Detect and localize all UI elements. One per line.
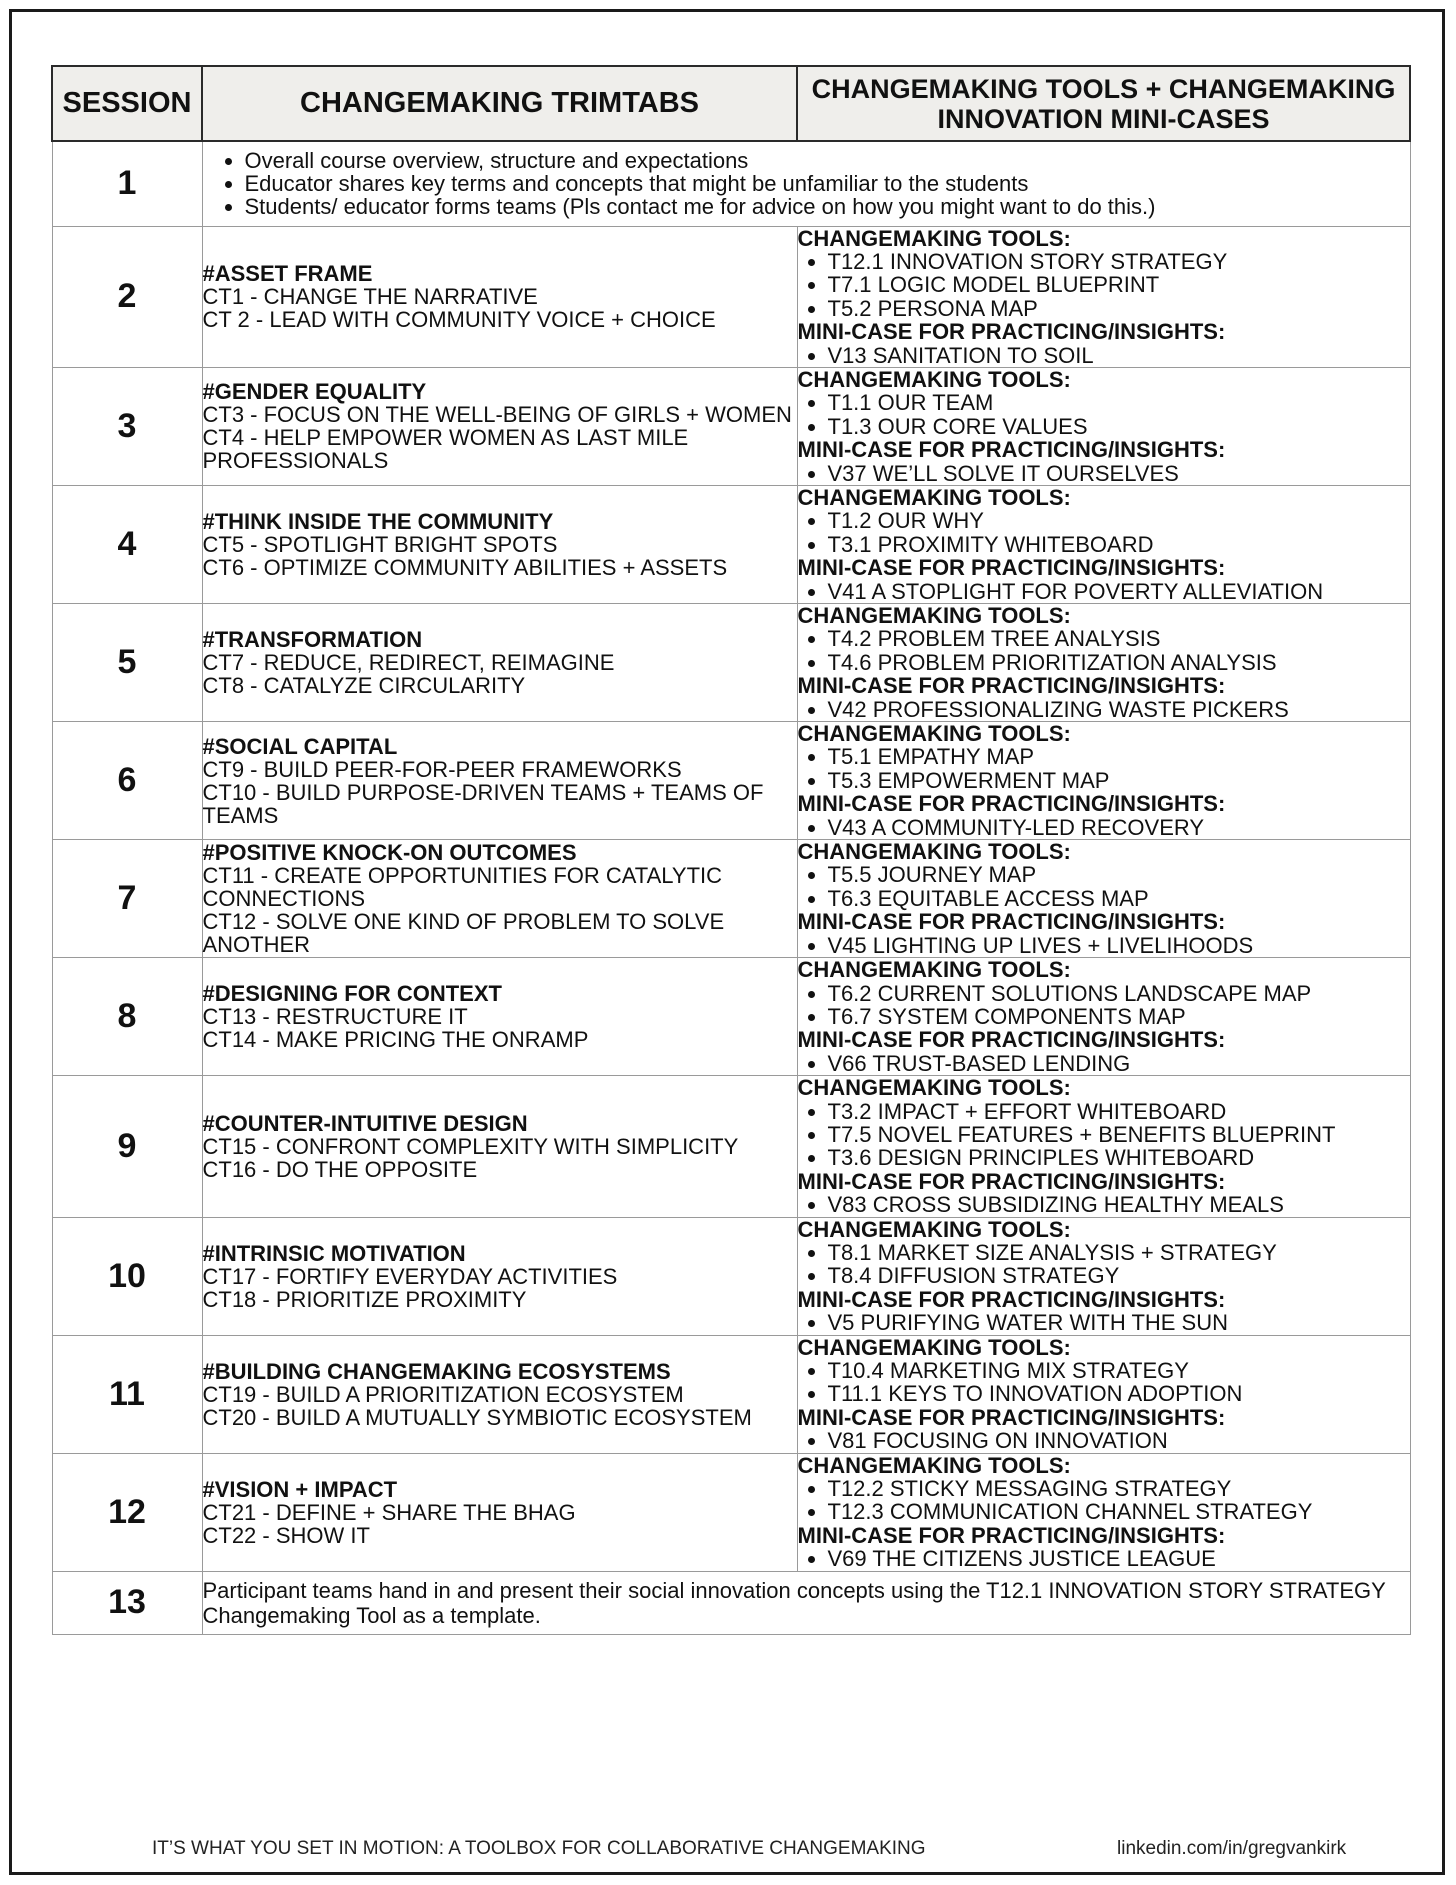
trimtab-cell [202,1335,797,1453]
tools-cell [797,604,1410,722]
tool-item: • T3.6 DESIGN PRINCIPLES WHITEBOARD [828,1146,1410,1169]
tools-cell [797,840,1410,958]
trimtab-line: CT16 - DO THE OPPOSITE [202,1156,478,1182]
session-number: 6 [52,722,202,840]
session-1-overview [202,141,1410,226]
trimtab-title: #TRANSFORMATION [202,627,423,653]
tools-list [798,391,1410,438]
minicase-item: • V83 CROSS SUBSIDIZING HEALTHY MEALS [828,1193,1410,1216]
session-row-11 [52,1335,1410,1453]
tools-label: CHANGEMAKING TOOLS: [797,1216,1071,1242]
tools-cell [797,1453,1410,1571]
trimtab-line: PROFESSIONALS [202,448,389,474]
trimtab-cell [202,840,797,958]
session-row-3 [52,367,1410,485]
session-number: 7 [52,840,202,958]
tool-item: • T11.1 KEYS TO INNOVATION ADOPTION [828,1382,1410,1405]
trimtab-title: #GENDER EQUALITY [202,379,427,405]
tools-list [798,982,1410,1029]
trimtab-title: #BUILDING CHANGEMAKING ECOSYSTEMS [202,1358,671,1384]
tools-cell [797,1335,1410,1453]
tool-item: • T1.2 OUR WHY [828,509,1410,532]
minicase-item: • V13 SANITATION TO SOIL [828,344,1410,367]
minicase-label: MINI-CASE FOR PRACTICING/INSIGHTS: [797,791,1226,817]
tool-item: • T8.1 MARKET SIZE ANALYSIS + STRATEGY [828,1241,1410,1264]
trimtab-line: CT1 - CHANGE THE NARRATIVE [202,284,538,310]
session-row-6 [52,722,1410,840]
minicase-item: • V42 PROFESSIONALIZING WASTE PICKERS [828,698,1410,721]
minicase-list [798,344,1410,367]
overview-item: • Educator shares key terms and concepts that might be unfamiliar to the students [245,172,1410,195]
trimtab-line: CT3 - FOCUS ON THE WELL-BEING OF GIRLS + WOMEN [202,402,792,428]
trimtab-line: CT11 - CREATE OPPORTUNITIES FOR CATALYTIC [202,863,723,889]
tools-label: CHANGEMAKING TOOLS: [797,366,1071,392]
session-row-2 [52,226,1410,367]
header-trimtabs: CHANGEMAKING TRIMTABS [202,66,797,141]
trimtab-line: CT19 - BUILD A PRIORITIZATION ECOSYSTEM [202,1381,684,1407]
minicase-list [798,698,1410,721]
tools-cell [797,958,1410,1076]
tools-label: CHANGEMAKING TOOLS: [797,839,1071,865]
minicase-label: MINI-CASE FOR PRACTICING/INSIGHTS: [797,319,1226,345]
minicase-list [798,1193,1410,1216]
trimtab-title: #SOCIAL CAPITAL [202,733,398,759]
minicase-list [798,1429,1410,1452]
tools-label: CHANGEMAKING TOOLS: [797,603,1071,628]
minicase-list [798,816,1410,839]
tools-label: CHANGEMAKING TOOLS: [797,484,1071,510]
minicase-item: • V81 FOCUSING ON INNOVATION [828,1429,1410,1452]
minicase-list [798,462,1410,485]
tool-item: • T12.2 STICKY MESSAGING STRATEGY [828,1477,1410,1500]
tools-list [798,1100,1410,1170]
session-number: 2 [52,226,202,367]
tool-item: • T3.2 IMPACT + EFFORT WHITEBOARD [828,1100,1410,1123]
minicase-label: MINI-CASE FOR PRACTICING/INSIGHTS: [797,1522,1226,1548]
header-row [52,66,1410,141]
tool-item: • T5.3 EMPOWERMENT MAP [828,769,1410,792]
tools-list [798,1241,1410,1288]
minicase-list [798,1547,1410,1570]
tool-item: • T7.5 NOVEL FEATURES + BENEFITS BLUEPRINT [828,1123,1410,1146]
minicase-item: • V41 A STOPLIGHT FOR POVERTY ALLEVIATION [828,580,1410,603]
session-number: 3 [52,367,202,485]
minicase-item: • V45 LIGHTING UP LIVES + LIVELIHOODS [828,934,1410,957]
trimtab-line: CT15 - CONFRONT COMPLEXITY WITH SIMPLICITY [202,1133,739,1159]
tools-list [798,863,1410,910]
minicase-label: MINI-CASE FOR PRACTICING/INSIGHTS: [797,1168,1226,1194]
overview-list [203,149,1410,218]
trimtab-line: CT17 - FORTIFY EVERYDAY ACTIVITIES [202,1263,618,1289]
tools-list [798,627,1410,674]
tools-list [798,1477,1410,1524]
trimtab-line: CT12 - SOLVE ONE KIND OF PROBLEM TO SOLVE [202,909,725,935]
trimtab-line: CT4 - HELP EMPOWER WOMEN AS LAST MILE [202,425,689,451]
trimtab-line: CT22 - SHOW IT [202,1522,370,1548]
trimtab-title: #VISION + IMPACT [202,1476,398,1502]
trimtab-line: ANOTHER [202,932,311,958]
minicase-label: MINI-CASE FOR PRACTICING/INSIGHTS: [797,1286,1226,1312]
tools-cell [797,226,1410,367]
session-number: 10 [52,1217,202,1335]
session-number: 4 [52,485,202,603]
tools-cell [797,367,1410,485]
header-tools: CHANGEMAKING TOOLS + CHANGEMAKING INNOVATION MINI-CASES [797,66,1410,141]
tool-item: • T3.1 PROXIMITY WHITEBOARD [828,533,1410,556]
tools-label: CHANGEMAKING TOOLS: [797,1452,1071,1478]
trimtab-line: CT21 - DEFINE + SHARE THE BHAG [202,1499,576,1525]
tools-cell [797,1217,1410,1335]
trimtab-line: CT8 - CATALYZE CIRCULARITY [202,673,526,699]
tool-item: • T5.2 PERSONA MAP [828,297,1410,320]
minicase-list [798,934,1410,957]
session-row-1 [52,141,1410,226]
session-13-text: Participant teams hand in and present their social innovation concepts using the T12.1 INNOVATION STORY STRATEGY Changemaking Tool as a template. [202,1571,1410,1634]
trimtab-line: TEAMS [202,802,279,828]
trimtab-cell [202,1453,797,1571]
trimtab-title: #ASSET FRAME [202,261,373,287]
trimtab-line: CT14 - MAKE PRICING THE ONRAMP [202,1027,589,1053]
trimtab-line: CT13 - RESTRUCTURE IT [202,1004,468,1030]
trimtab-line: CT7 - REDUCE, REDIRECT, REIMAGINE [202,650,615,676]
tool-item: • T6.3 EQUITABLE ACCESS MAP [828,887,1410,910]
tool-item: • T5.1 EMPATHY MAP [828,745,1410,768]
tool-item: • T5.5 JOURNEY MAP [828,863,1410,886]
session-row-4 [52,485,1410,603]
tools-label: CHANGEMAKING TOOLS: [797,957,1071,983]
trimtab-line: CT6 - OPTIMIZE COMMUNITY ABILITIES + ASSETS [202,554,728,580]
trimtab-cell [202,485,797,603]
minicase-item: • V43 A COMMUNITY-LED RECOVERY [828,816,1410,839]
session-row-8 [52,958,1410,1076]
session-row-10 [52,1217,1410,1335]
tools-label: CHANGEMAKING TOOLS: [797,225,1071,251]
session-number: 12 [52,1453,202,1571]
tools-list [798,1359,1410,1406]
tool-item: • T4.2 PROBLEM TREE ANALYSIS [828,627,1410,650]
trimtab-title: #THINK INSIDE THE COMMUNITY [202,508,554,534]
trimtab-title: #COUNTER-INTUITIVE DESIGN [202,1110,528,1136]
session-number: 1 [52,141,202,226]
session-number: 8 [52,958,202,1076]
overview-item: • Students/ educator forms teams (Pls contact me for advice on how you might want to do this.) [245,195,1410,218]
tools-label: CHANGEMAKING TOOLS: [797,1334,1071,1360]
session-row-7 [52,840,1410,958]
trimtab-line: CT9 - BUILD PEER-FOR-PEER FRAMEWORKS [202,756,682,782]
tool-item: • T8.4 DIFFUSION STRATEGY [828,1264,1410,1287]
trimtab-title: #INTRINSIC MOTIVATION [202,1240,466,1266]
trimtab-cell [202,958,797,1076]
trimtab-cell [202,722,797,840]
trimtab-line: CT10 - BUILD PURPOSE-DRIVEN TEAMS + TEAMS OF [202,779,764,805]
minicase-label: MINI-CASE FOR PRACTICING/INSIGHTS: [797,437,1226,463]
trimtab-line: CT20 - BUILD A MUTUALLY SYMBIOTIC ECOSYSTEM [202,1404,752,1430]
tool-item: • T4.6 PROBLEM PRIORITIZATION ANALYSIS [828,651,1410,674]
footer-book-title: IT’S WHAT YOU SET IN MOTION: A TOOLBOX FOR COLLABORATIVE CHANGEMAKING [152,1838,926,1859]
session-number: 13 [52,1571,202,1634]
trimtab-line: CONNECTIONS [202,886,366,912]
minicase-label: MINI-CASE FOR PRACTICING/INSIGHTS: [797,909,1226,935]
minicase-label: MINI-CASE FOR PRACTICING/INSIGHTS: [797,1027,1226,1053]
session-number: 11 [52,1335,202,1453]
tools-cell [797,722,1410,840]
session-row-9 [52,1076,1410,1217]
minicase-item: • V69 THE CITIZENS JUSTICE LEAGUE [828,1547,1410,1570]
minicase-label: MINI-CASE FOR PRACTICING/INSIGHTS: [797,555,1226,581]
tool-item: • T1.1 OUR TEAM [828,391,1410,414]
minicase-item: • V37 WE’LL SOLVE IT OURSELVES [828,462,1410,485]
session-row-13 [52,1571,1410,1634]
minicase-list [798,1052,1410,1075]
overview-item: • Overall course overview, structure and expectations [245,149,1410,172]
tools-list [798,509,1410,556]
trimtab-line: CT5 - SPOTLIGHT BRIGHT SPOTS [202,531,558,557]
tools-list [798,745,1410,792]
tools-cell [797,1076,1410,1217]
minicase-label: MINI-CASE FOR PRACTICING/INSIGHTS: [797,1404,1226,1430]
tools-label: CHANGEMAKING TOOLS: [797,721,1071,747]
tool-item: • T6.7 SYSTEM COMPONENTS MAP [828,1005,1410,1028]
minicase-list [798,1311,1410,1334]
trimtab-cell [202,604,797,722]
tool-item: • T7.1 LOGIC MODEL BLUEPRINT [828,273,1410,296]
trimtab-cell [202,367,797,485]
trimtab-cell [202,1076,797,1217]
tools-label: CHANGEMAKING TOOLS: [797,1075,1071,1101]
trimtab-cell [202,1217,797,1335]
session-row-5 [52,604,1410,722]
minicase-item: • V66 TRUST-BASED LENDING [828,1052,1410,1075]
minicase-item: • V5 PURIFYING WATER WITH THE SUN [828,1311,1410,1334]
tool-item: • T12.3 COMMUNICATION CHANNEL STRATEGY [828,1500,1410,1523]
session-row-12 [52,1453,1410,1571]
tool-item: • T6.2 CURRENT SOLUTIONS LANDSCAPE MAP [828,982,1410,1005]
trimtab-line: CT 2 - LEAD WITH COMMUNITY VOICE + CHOICE [202,307,716,333]
session-table [51,65,1411,1635]
trimtab-title: #DESIGNING FOR CONTEXT [202,981,502,1007]
minicase-label: MINI-CASE FOR PRACTICING/INSIGHTS: [797,673,1226,699]
session-number: 9 [52,1076,202,1217]
tools-list [798,250,1410,320]
tools-cell [797,485,1410,603]
tool-item: • T10.4 MARKETING MIX STRATEGY [828,1359,1410,1382]
trimtab-title: #POSITIVE KNOCK-ON OUTCOMES [202,840,577,866]
footer-linkedin-url: linkedin.com/in/gregvankirk [1117,1838,1347,1859]
trimtab-line: CT18 - PRIORITIZE PROXIMITY [202,1286,527,1312]
header-session: SESSION [52,66,202,141]
tool-item: • T12.1 INNOVATION STORY STRATEGY [828,250,1410,273]
tool-item: • T1.3 OUR CORE VALUES [828,415,1410,438]
minicase-list [798,580,1410,603]
session-number: 5 [52,604,202,722]
trimtab-cell [202,226,797,367]
